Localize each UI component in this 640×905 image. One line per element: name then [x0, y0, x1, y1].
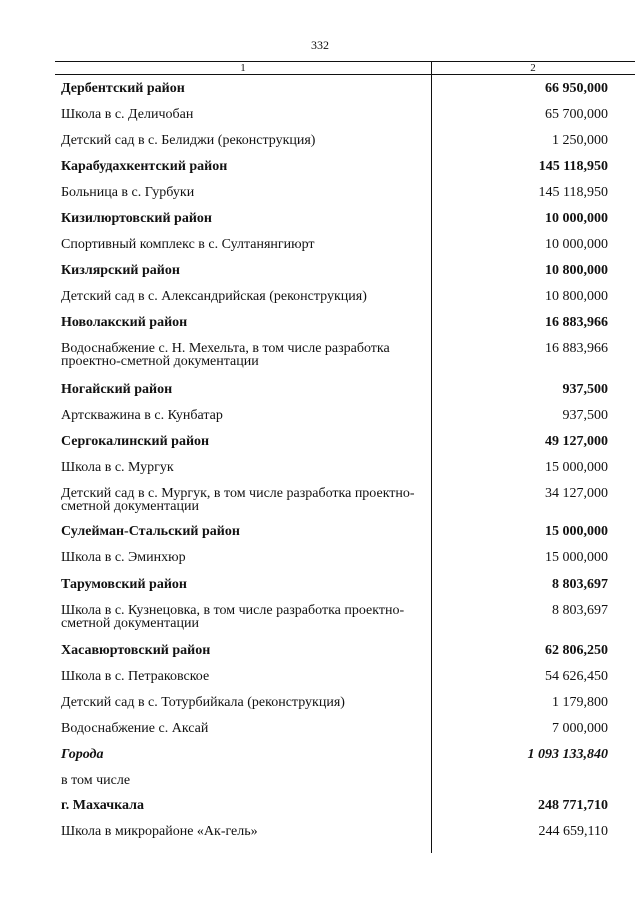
- table-row: [55, 409, 635, 435]
- column-header-2: 2: [530, 62, 536, 74]
- table-row: [55, 670, 635, 696]
- row-value: 66 950,000: [545, 81, 608, 96]
- row-name: Детский сад в с. Мургук, в том числе разработка проектно-сметной документации: [61, 486, 415, 514]
- row-value: 1 250,000: [552, 133, 608, 148]
- row-name: Школа в с. Мургук: [61, 460, 174, 475]
- table-row: [55, 342, 635, 383]
- table-row: [55, 264, 635, 290]
- row-name: Школа в микрорайоне «Ак-гель»: [61, 824, 258, 839]
- row-name: Школа в с. Кузнецовка, в том числе разработка проектно-сметной документации: [61, 603, 405, 631]
- row-value: 7 000,000: [552, 721, 608, 736]
- row-value: 16 883,966: [545, 341, 608, 356]
- table-row: [55, 604, 635, 644]
- row-name: Школа в с. Петраковское: [61, 669, 210, 684]
- row-value: 248 771,710: [538, 798, 608, 813]
- row-value: 145 118,950: [538, 159, 608, 174]
- table-row: [55, 487, 635, 525]
- row-name: Дербентский район: [61, 81, 185, 96]
- table-row: [55, 774, 635, 799]
- row-name: Города: [61, 747, 104, 762]
- row-value: 1 093 133,840: [527, 747, 608, 762]
- table-row: [55, 722, 635, 748]
- row-name: Школа в с. Эминхюр: [61, 550, 186, 565]
- row-value: 937,500: [562, 408, 608, 423]
- row-name: Водоснабжение с. Аксай: [61, 721, 209, 736]
- row-value: 15 000,000: [545, 524, 608, 539]
- row-name: Карабудахкентский район: [61, 159, 228, 174]
- row-name: Водоснабжение с. Н. Мехельта, в том числе разработка проектно-сметной документации: [61, 341, 390, 369]
- table-row: [55, 316, 635, 342]
- row-value: 244 659,110: [538, 824, 608, 839]
- row-value: 65 700,000: [545, 107, 608, 122]
- row-value: 10 800,000: [545, 263, 608, 278]
- table-row: [55, 644, 635, 670]
- column-header-1: 1: [240, 62, 246, 74]
- row-name: Спортивный комплекс в с. Султанянгиюрт: [61, 237, 315, 252]
- row-name: Сулейман-Стальский район: [61, 524, 240, 539]
- row-name: Хасавюртовский район: [61, 643, 211, 658]
- table-header: [55, 61, 635, 75]
- row-value: 10 000,000: [545, 211, 608, 226]
- row-name: Кизилюртовский район: [61, 211, 212, 226]
- row-value: 15 000,000: [545, 550, 608, 565]
- table-row: [55, 825, 635, 851]
- row-name: в том числе: [61, 773, 131, 788]
- table-row: [55, 696, 635, 722]
- row-value: 145 118,950: [538, 185, 608, 200]
- row-name: Новолакский район: [61, 315, 188, 330]
- table-row: [55, 290, 635, 316]
- table-row: [55, 435, 635, 461]
- row-name: Детский сад в с. Тотурбийкала (реконструкция): [61, 695, 345, 710]
- row-name: г. Махачкала: [61, 798, 144, 813]
- table-row: [55, 212, 635, 238]
- row-value: 15 000,000: [545, 460, 608, 475]
- table-row: [55, 82, 635, 108]
- row-value: 10 800,000: [545, 289, 608, 304]
- row-value: 62 806,250: [545, 643, 608, 658]
- row-value: 937,500: [562, 382, 608, 397]
- row-value: 8 803,697: [552, 603, 608, 618]
- row-name: Больница в с. Гурбуки: [61, 185, 195, 200]
- row-value: 1 179,800: [552, 695, 608, 710]
- row-value: 54 626,450: [545, 669, 608, 684]
- table-row: [55, 525, 635, 551]
- table-row: [55, 461, 635, 487]
- table-row: [55, 799, 635, 825]
- row-name: Детский сад в с. Александрийская (реконструкция): [61, 289, 367, 304]
- row-name: Ногайский район: [61, 382, 173, 397]
- row-value: 16 883,966: [545, 315, 608, 330]
- table-row: [55, 238, 635, 264]
- row-name: Сергокалинский район: [61, 434, 210, 449]
- table-row: [55, 186, 635, 212]
- table-row: [55, 551, 635, 578]
- table-row: [55, 134, 635, 160]
- row-name: Детский сад в с. Белиджи (реконструкция): [61, 133, 316, 148]
- table-row: [55, 108, 635, 134]
- table-row: [55, 578, 635, 604]
- table-row: [55, 748, 635, 774]
- page-number: 332: [311, 38, 329, 52]
- budget-table: [55, 61, 635, 851]
- row-name: Тарумовский район: [61, 577, 187, 592]
- table-body: [55, 82, 635, 851]
- row-name: Артскважина в с. Кунбатар: [61, 408, 223, 423]
- row-name: Школа в с. Деличобан: [61, 107, 194, 122]
- row-value: 10 000,000: [545, 237, 608, 252]
- row-value: 8 803,697: [552, 577, 608, 592]
- table-row: [55, 383, 635, 409]
- row-name: Кизлярский район: [61, 263, 180, 278]
- row-value: 34 127,000: [545, 486, 608, 501]
- row-value: 49 127,000: [545, 434, 608, 449]
- table-row: [55, 160, 635, 186]
